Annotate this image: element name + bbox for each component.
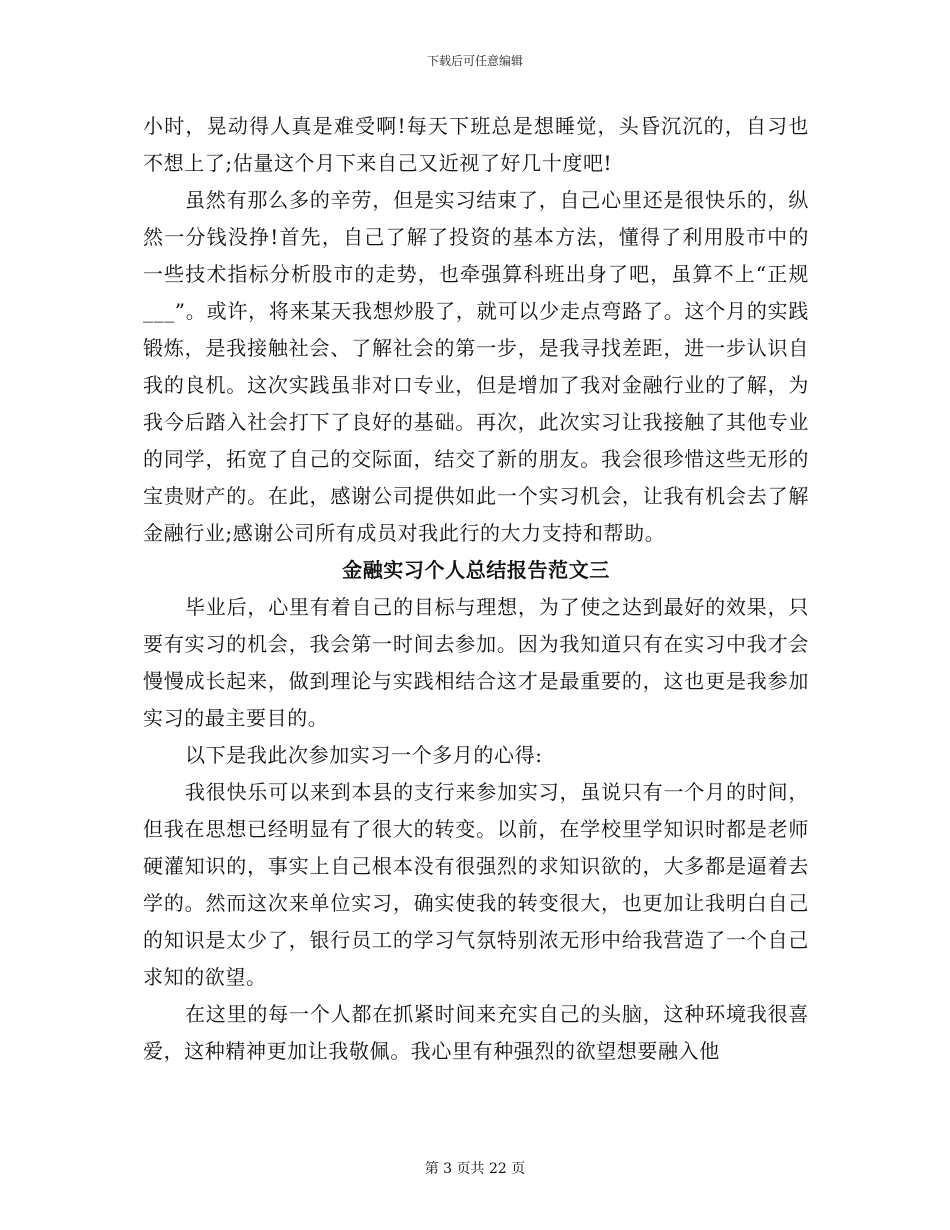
header-note: 下载后可任意编辑 [426,54,523,68]
paragraph-continuation: 小时，晃动得人真是难受啊!每天下班总是想睡觉，头昏沉沉的，自习也不想上了;估量这个月下来自己又近视了好几十度吧! [143,114,809,175]
page-number-footer: 第 3 页共 22 页 [424,1161,526,1177]
paragraph-environment: 在这里的每一个人都在抓紧时间来充实自己的头脑，这种环境我很喜爱，这种精神更加让我敬佩。我心里有种强烈的欲望想要融入他 [143,1002,809,1063]
paragraph-intro-experience: 以下是我此次参加实习一个多月的心得: [185,743,543,767]
section-title: 金融实习个人总结报告范文三 [342,558,610,582]
document-body [143,108,809,1070]
paragraph-after-graduation: 毕业后，心里有着自己的目标与理想，为了使之达到最好的效果，只要有实习的机会，我会第一时间去参加。因为我知道只有在实习中我才会慢慢成长起来，做到理论与实践相结合这才是最重要的，这也更是我参加实习的最主要目的。 [143,595,809,730]
paragraph-branch-internship: 我很快乐可以来到本县的支行来参加实习，虽说只有一个月的时间，但我在思想已经明显有了很大的转变。以前，在学校里学知识时都是老师硬灌知识的，事实上自己根本没有很强烈的求知识欲的，大多都是逼着去学的。然而这次来单位实习，确实使我的转变很大，也更加让我明白自己的知识是太少了，银行员工的学习气氛特别浓无形中给我营造了一个自己求知的欲望。 [143,780,809,989]
paragraph-internship-benefits: 虽然有那么多的辛劳，但是实习结束了，自己心里还是很快乐的，纵然一分钱没挣!首先，自己了解了投资的基本方法，懂得了利用股市中的一些技术指标分析股市的走势，也牵强算科班出身了吧，虽算不上“正规___”。或许，将来某天我想炒股了，就可以少走点弯路了。这个月的实践锻炼，是我接触社会、了解社会的第一步，是我寻找差距，进一步认识自我的良机。这次实践虽非对口专业，但是增加了我对金融行业的了解，为我今后踏入社会打下了良好的基础。再次，此次实习让我接触了其他专业的同学，拓宽了自己的交际面，结交了新的朋友。我会很珍惜这些无形的宝贵财产的。在此，感谢公司提供如此一个实习机会，让我有机会去了解金融行业;感谢公司所有成员对我此行的大力支持和帮助。 [143,188,809,545]
